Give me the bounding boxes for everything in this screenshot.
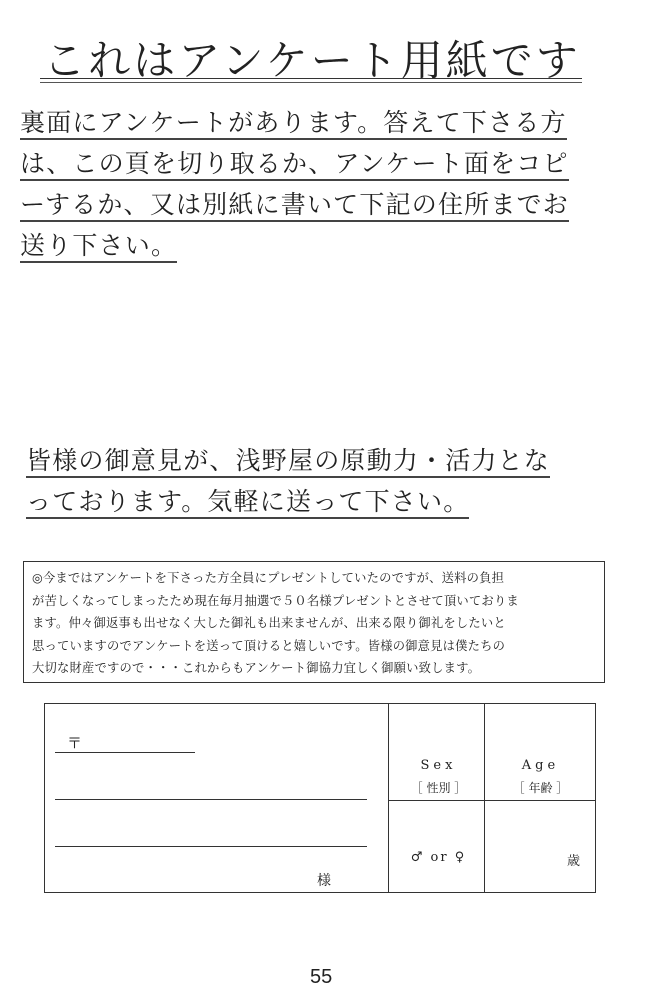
address-field-2[interactable] — [55, 846, 367, 847]
address-form — [44, 703, 596, 893]
notice-line: ます。仲々御返事も出せなく大した御礼も出来ませんが、出来る限り御礼をしたいと — [32, 616, 506, 630]
message-line: っております。気軽に送って下さい。 — [26, 481, 550, 522]
intro-line: は、この頁を切り取るか、アンケート面をコピ — [20, 143, 569, 184]
age-label-ja: ［ 年齢 ］ — [512, 781, 569, 795]
intro-line: 裏面にアンケートがあります。答えて下さる方 — [20, 102, 569, 143]
gender-field[interactable]: ♂ or ♀ — [410, 850, 467, 865]
intro-line: ーするか、又は別紙に書いて下記の住所までお — [20, 184, 569, 225]
page-title: これはアンケート用紙です — [43, 36, 581, 85]
intro-line: 送り下さい。 — [20, 225, 569, 266]
sex-label: Sex — [420, 758, 457, 773]
name-suffix: 様 — [317, 873, 331, 889]
address-field[interactable] — [55, 799, 367, 800]
title-underline — [40, 78, 582, 79]
notice-box — [23, 561, 605, 683]
intro-paragraph — [20, 102, 569, 266]
form-divider — [388, 800, 595, 801]
notice-line: 思っていますのでアンケートを送って頂けると嬉しいです。皆様の御意見は僕たちの — [32, 638, 506, 653]
notice-line: ◎今まではアンケートを下さった方全員にプレゼントしていたのですが、送料の負担 — [32, 571, 505, 585]
page-number: 55 — [310, 966, 333, 988]
notice-line: が苦しくなってしまったため現在毎月抽選で５０名様プレゼントとさせて頂いておりま — [32, 593, 519, 608]
postal-mark: 〒 — [67, 734, 83, 752]
sex-label-ja: ［ 性別 ］ — [410, 781, 467, 795]
notice-line: 大切な財産ですので・・・これからもアンケート御協力宜しく御願い致します。 — [32, 661, 481, 675]
age-label: Age — [521, 758, 560, 773]
form-divider — [388, 704, 389, 892]
age-unit: 歳 — [567, 854, 581, 869]
message-paragraph — [26, 440, 550, 522]
postal-code-field[interactable] — [55, 752, 195, 753]
message-line: 皆様の御意見が、浅野屋の原動力・活力とな — [26, 440, 550, 481]
title-underline-secondary — [40, 82, 582, 83]
